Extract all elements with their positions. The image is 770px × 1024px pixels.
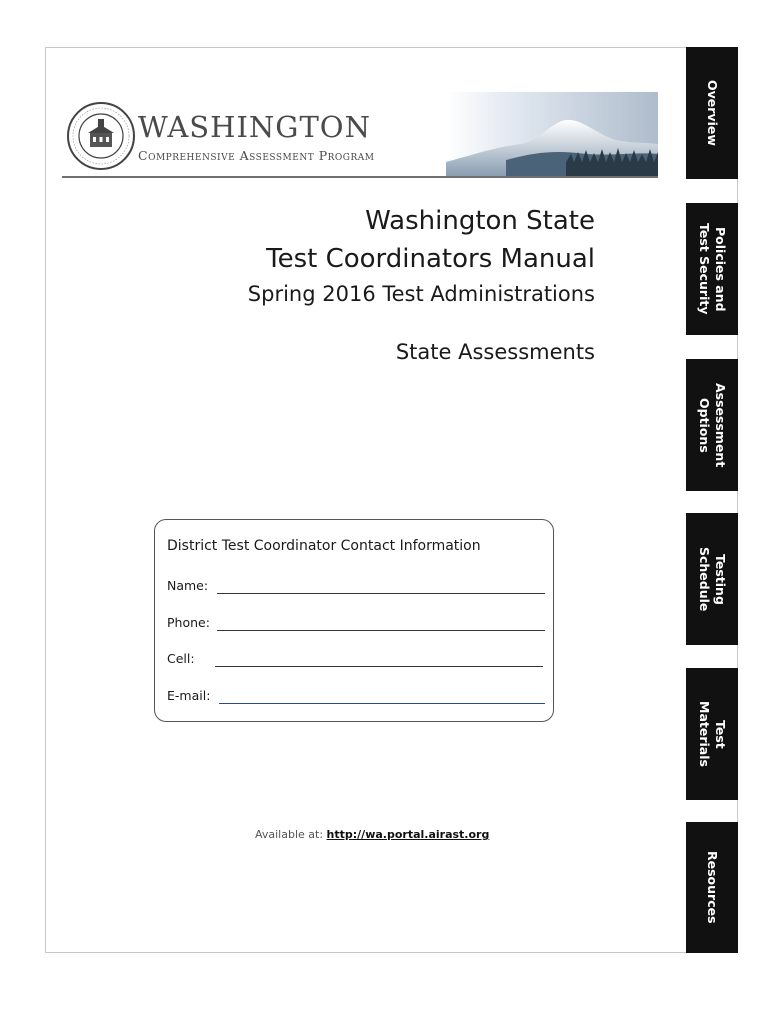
cell-field-row [167,651,547,671]
portal-url-link[interactable]: http://wa.portal.airast.org [326,828,490,841]
tab-overview[interactable] [686,47,738,179]
header-rule [62,176,658,178]
page-frame [45,47,738,953]
state-seal-logo [66,101,136,171]
email-label: E-mail: [167,688,211,703]
tab-policies-test-security[interactable] [686,203,738,335]
tab-resources-label: Resources [705,851,720,924]
tab-overview-label: Overview [705,80,720,146]
assessments-heading: State Assessments [395,340,595,364]
title-line-1: Washington State [365,206,595,236]
phone-label: Phone: [167,615,210,630]
mountain-banner-image [446,92,658,176]
email-field-row [167,688,547,708]
tab-assessment-options-label: Assessment Options [697,382,728,468]
tab-test-materials-label: Test Materials [697,701,728,767]
cell-label: Cell: [167,651,195,666]
email-field[interactable] [219,703,545,704]
phone-field[interactable] [217,630,545,631]
name-field-row [167,578,547,598]
tab-testing-schedule-label: Testing Schedule [697,546,728,612]
title-block [248,202,595,310]
title-line-2: Test Coordinators Manual [266,244,595,274]
phone-field-row [167,615,547,635]
tab-resources[interactable] [686,822,738,953]
cell-field[interactable] [215,666,543,667]
name-label: Name: [167,578,209,593]
contact-heading: District Test Coordinator Contact Information [167,538,481,554]
brand-title: WASHINGTON [138,110,371,144]
tab-test-materials[interactable] [686,668,738,800]
tab-assessment-options[interactable] [686,359,738,491]
available-label: Available at: [255,828,324,841]
brand-subtitle: Comprehensive Assessment Program [138,148,375,163]
available-at-line [255,828,489,841]
subtitle-line: Spring 2016 Test Administrations [247,282,595,306]
tab-testing-schedule[interactable] [686,513,738,645]
name-field[interactable] [217,593,545,594]
contact-info-box [154,519,554,722]
tab-policies-label: Policies and Test Security [697,223,728,315]
